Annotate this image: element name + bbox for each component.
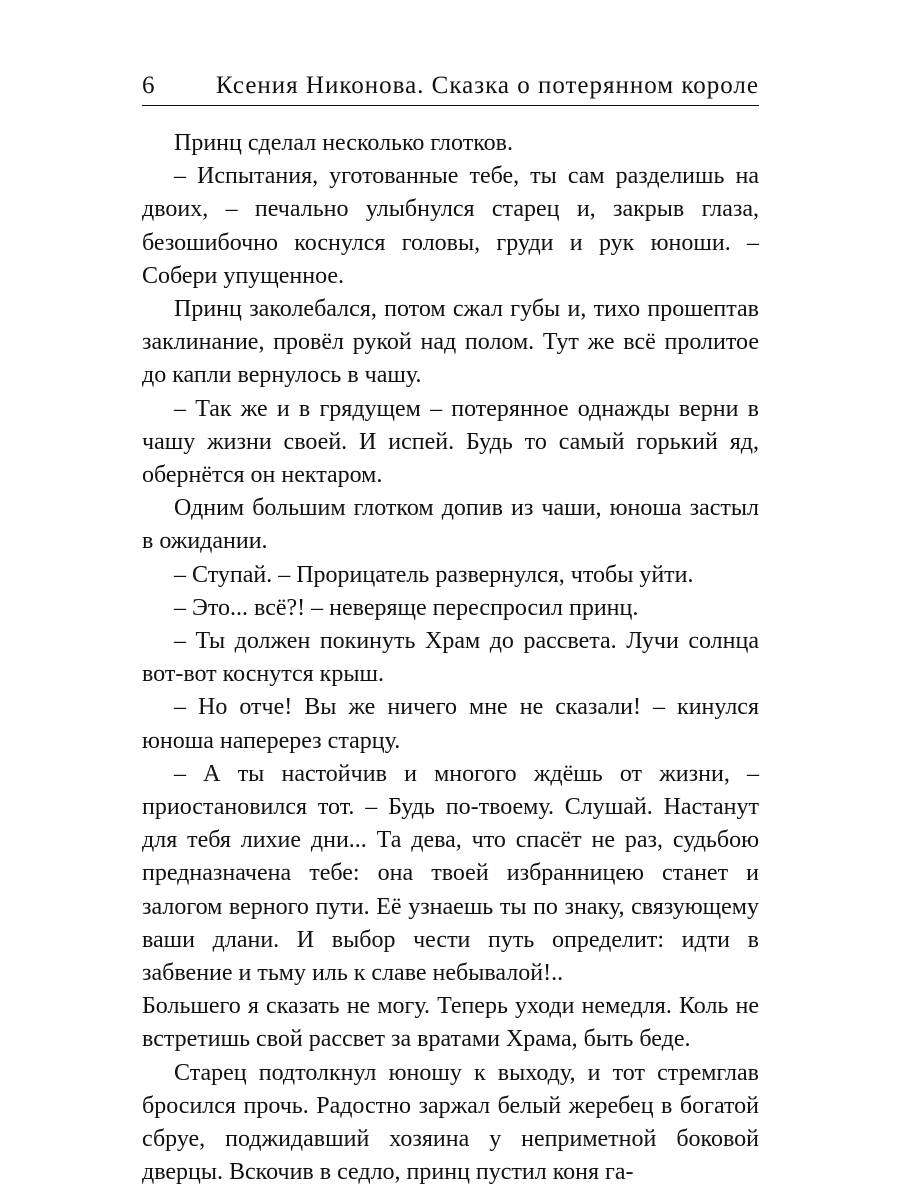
paragraph: – Так же и в грядущем – потерянное однажды верни в чашу жизни своей. И испей. Будь то самый горький яд, обернётся он нектаром. xyxy=(142,395,759,489)
paragraph: Старец подтолкнул юношу к выходу, и тот стремглав бросился прочь. Радостно заржал белый жеребец в богатой сбруе, поджидавший хозяина у неприметной боковой дверцы. Вскочив в седло, принц пустил коня га- xyxy=(142,1059,759,1186)
body-text xyxy=(142,127,759,1190)
paragraph: Большего я сказать не могу. Теперь уходи немедля. Коль не встретишь свой рассвет за вратами Храма, быть беде. xyxy=(142,993,759,1053)
paragraph: – Ступай. – Прорицатель развернулся, чтобы уйти. xyxy=(174,561,694,588)
paragraph: – Ты должен покинуть Храм до рассвета. Лучи солнца вот-вот коснутся крыш. xyxy=(142,628,759,688)
paragraph: – Это... всё?! – неверяще переспросил принц. xyxy=(174,594,639,621)
page-number: 6 xyxy=(142,72,156,99)
header-rule xyxy=(142,105,759,106)
paragraph: – Испытания, уготованные тебе, ты сам разделишь на двоих, – печально улыбнулся старец и, закрыв глаза, безошибочно коснулся головы, груди и рук юноши. – Собери упущенное. xyxy=(142,163,759,289)
paragraph: Принц сделал несколько глотков. xyxy=(174,130,513,156)
paragraph: – Но отче! Вы же ничего мне не сказали! – кинулся юноша наперерез старцу. xyxy=(142,694,759,754)
paragraph: Принц заколебался, потом сжал губы и, тихо прошептав заклинание, провёл рукой над полом. Тут же всё пролитое до капли вернулось в чашу. xyxy=(142,296,759,389)
running-title: Ксения Никонова. Сказка о потерянном короле xyxy=(215,72,759,99)
paragraph: Одним большим глотком допив из чаши, юноша застыл в ожидании. xyxy=(142,495,759,555)
paragraph: – А ты настойчив и многого ждёшь от жизни, – приостановился тот. – Будь по-твоему. Слушай. Настанут для тебя лихие дни... Та дева, что спасёт не раз, судьбою предназначена тебе: она твоей избранницею станет и залогом верного пути. Её узнаешь ты по знаку, связующему ваши длани. И выбор чести путь определит: идти в забвение и тьму иль к славе небывалой!.. xyxy=(142,760,759,987)
running-head xyxy=(142,68,759,104)
book-page xyxy=(142,0,759,1200)
